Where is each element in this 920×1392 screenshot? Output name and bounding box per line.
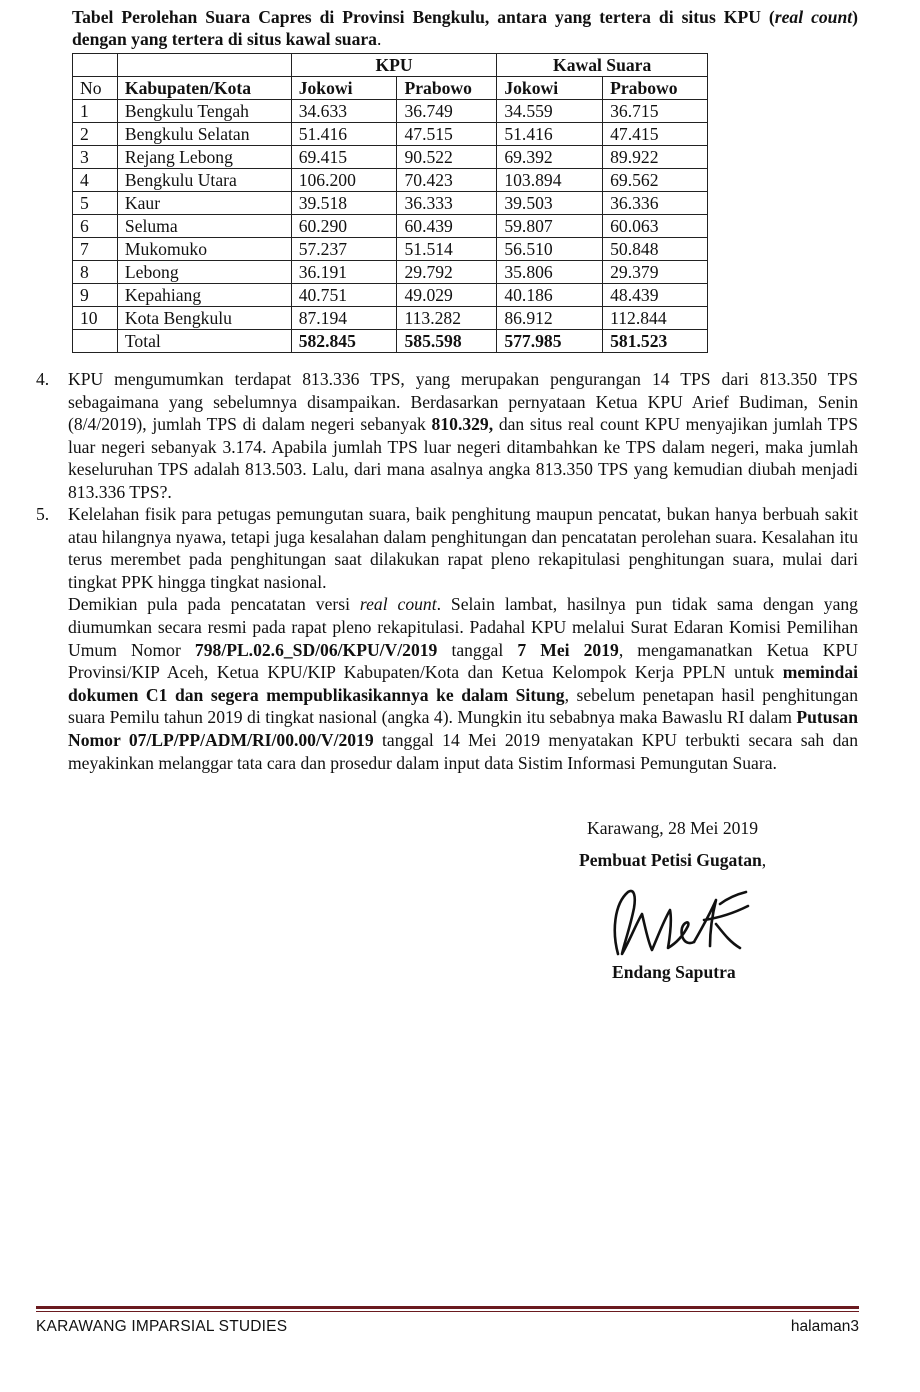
total-label: Total (117, 330, 291, 353)
header-region: Kabupaten/Kota (117, 77, 291, 100)
paragraph-group (68, 503, 858, 774)
header-no: No (73, 77, 118, 100)
total-ks-prabowo: 581.523 (603, 330, 708, 353)
footer-rule-thin (36, 1311, 859, 1312)
list-number: 4. (36, 369, 50, 389)
total-kpu-prabowo: 585.598 (397, 330, 497, 353)
paragraph: Demikian pula pada pencatatan versi real count. Selain lambat, hasilnya pun tidak sama dengan yang diumumkan secara resmi pada rapat pleno rekapitulasi. Padahal KPU melalui Surat Edaran Komisi Pemilihan Umum Nomor 798/PL.02.6_SD/06/KPU/V/2019 tanggal 7 Mei 2019, mengamanatkan Ketua KPU Provinsi/KIP Aceh, Ketua KPU/KIP Kabupaten/Kota dan Ketua Kelompok Kerja PPLN untuk memindai dokumen C1 dan segera mempublikasikannya ke dalam Situng, sebelum penetapan hasil penghitungan suara Pemilu tahun 2019 di tingkat nasional (angka 4). Mungkin itu sebabnya maka Bawaslu RI dalam Putusan Nomor 07/LP/PP/ADM/RI/00.00/V/2019 tanggal 14 Mei 2019 menyatakan KPU terbukti secara sah dan meyakinkan melanggar tata cara dan prosedur dalam input data Sistim Informasi Pemungutan Suara. (68, 594, 859, 773)
cell-ks-jokowi: 56.510 (497, 238, 603, 261)
cell-kpu-prabowo: 113.282 (397, 307, 497, 330)
cell-ks-jokowi: 51.416 (497, 123, 603, 146)
cell-region: Bengkulu Tengah (117, 100, 291, 123)
cell-region: Kepahiang (117, 284, 291, 307)
total-kpu-jokowi: 582.845 (291, 330, 397, 353)
cell-ks-jokowi: 103.894 (497, 169, 603, 192)
cell-kpu-prabowo: 60.439 (397, 215, 497, 238)
cell-ks-prabowo: 36.336 (603, 192, 708, 215)
cell-kpu-prabowo: 70.423 (397, 169, 497, 192)
cell-kpu-prabowo: 47.515 (397, 123, 497, 146)
table-row (73, 284, 708, 307)
header-ks-jokowi: Jokowi (497, 77, 603, 100)
cell-ks-prabowo: 48.439 (603, 284, 708, 307)
cell-no: 9 (73, 284, 118, 307)
list-item-5 (36, 503, 858, 774)
cell-ks-prabowo: 60.063 (603, 215, 708, 238)
table-total-row (73, 330, 708, 353)
cell-kpu-prabowo: 29.792 (397, 261, 497, 284)
place-date: Karawang, 28 Mei 2019 (587, 818, 759, 838)
cell-region: Bengkulu Utara (117, 169, 291, 192)
table-group-header-row (73, 54, 708, 77)
table-header-row (73, 77, 708, 100)
table-row (73, 261, 708, 284)
handwritten-signature (598, 884, 758, 962)
cell-no: 5 (73, 192, 118, 215)
cell-kpu-jokowi: 87.194 (291, 307, 397, 330)
table-row (73, 192, 708, 215)
table-row (73, 123, 708, 146)
table-row (73, 146, 708, 169)
paragraph: Kelelahan fisik para petugas pemungutan suara, baik penghitung maupun pencatat, bukan hanya berbuah sakit atau hilangnya nyawa, tetapi juga kesalahan dalam penghitungan dan pencatatan perolehan suara. Kesalahan itu terus merembet pada penghitungan saat dilakukan rapat pleno rekapitulasi penghitungan suara, mulai dari tingkat PPK hingga tingkat nasional. (68, 504, 858, 592)
cell-ks-jokowi: 86.912 (497, 307, 603, 330)
cell-region: Bengkulu Selatan (117, 123, 291, 146)
cell-kpu-jokowi: 36.191 (291, 261, 397, 284)
list-number: 5. (36, 504, 50, 524)
paragraph: KPU mengumumkan terdapat 813.336 TPS, yang merupakan pengurangan 14 TPS dari 813.350 TPS sebagaimana yang sebelumnya disampaikan. Berdasarkan pernyataan Ketua KPU Arief Budiman, Senin (8/4/2019), jumlah TPS di dalam negeri sebanyak 810.329, dan situs real count KPU menyajikan jumlah TPS luar negeri sebanyak 3.174. Apabila jumlah TPS luar negeri ditambahkan ke TPS dalam negeri, maka jumlah keseluruhan TPS adalah 813.503. Lalu, dari mana asalnya angka 813.350 TPS yang kemudian diubah menjadi 813.336 TPS?. (68, 369, 858, 502)
cell-ks-jokowi: 35.806 (497, 261, 603, 284)
cell-no: 2 (73, 123, 118, 146)
cell-ks-prabowo: 89.922 (603, 146, 708, 169)
cell-region: Mukomuko (117, 238, 291, 261)
footer-publisher: KARAWANG IMPARSIAL STUDIES (36, 1318, 288, 1335)
cell-ks-jokowi: 40.186 (497, 284, 603, 307)
cell-kpu-jokowi: 40.751 (291, 284, 397, 307)
cell-no: 6 (73, 215, 118, 238)
signer-name: Endang Saputra (612, 962, 736, 982)
cell-no: 3 (73, 146, 118, 169)
page-number: halaman3 (790, 1318, 859, 1335)
signer-role: Pembuat Petisi Gugatan, (579, 850, 767, 870)
cell-ks-jokowi: 34.559 (497, 100, 603, 123)
cell-no: 7 (73, 238, 118, 261)
cell-region: Seluma (117, 215, 291, 238)
cell-kpu-prabowo: 90.522 (397, 146, 497, 169)
cell-kpu-prabowo: 36.333 (397, 192, 497, 215)
total-ks-jokowi: 577.985 (497, 330, 603, 353)
cell-kpu-jokowi: 57.237 (291, 238, 397, 261)
cell-ks-prabowo: 112.844 (603, 307, 708, 330)
table-row (73, 215, 708, 238)
header-kpu-jokowi: Jokowi (291, 77, 397, 100)
table-row (73, 307, 708, 330)
cell-no: 1 (73, 100, 118, 123)
cell-no: 10 (73, 307, 118, 330)
cell-kpu-prabowo: 36.749 (397, 100, 497, 123)
cell-ks-prabowo: 69.562 (603, 169, 708, 192)
header-kpu-prabowo: Prabowo (397, 77, 497, 100)
cell-ks-jokowi: 69.392 (497, 146, 603, 169)
cell-kpu-jokowi: 39.518 (291, 192, 397, 215)
table-row (73, 100, 708, 123)
cell-kpu-jokowi: 60.290 (291, 215, 397, 238)
list-item-4 (36, 368, 858, 504)
table-row (73, 169, 708, 192)
cell-region: Rejang Lebong (117, 146, 291, 169)
cell-ks-prabowo: 36.715 (603, 100, 708, 123)
cell-ks-prabowo: 47.415 (603, 123, 708, 146)
cell-ks-prabowo: 50.848 (603, 238, 708, 261)
cell-no: 8 (73, 261, 118, 284)
cell-ks-prabowo: 29.379 (603, 261, 708, 284)
cell-no: 4 (73, 169, 118, 192)
cell-ks-jokowi: 39.503 (497, 192, 603, 215)
table-caption: Tabel Perolehan Suara Capres di Provinsi Bengkulu, antara yang tertera di situs KPU (real count) dengan yang tertera di situs kawal suara. (72, 7, 858, 49)
cell-kpu-prabowo: 51.514 (397, 238, 497, 261)
cell-region: Kaur (117, 192, 291, 215)
cell-ks-jokowi: 59.807 (497, 215, 603, 238)
cell-kpu-prabowo: 49.029 (397, 284, 497, 307)
vote-table (72, 53, 708, 353)
header-ks-prabowo: Prabowo (603, 77, 708, 100)
cell-kpu-jokowi: 106.200 (291, 169, 397, 192)
cell-region: Kota Bengkulu (117, 307, 291, 330)
cell-kpu-jokowi: 51.416 (291, 123, 397, 146)
footer-rule (36, 1306, 859, 1309)
cell-kpu-jokowi: 69.415 (291, 146, 397, 169)
table-row (73, 238, 708, 261)
cell-kpu-jokowi: 34.633 (291, 100, 397, 123)
group-header-kpu: KPU (291, 54, 497, 77)
cell-region: Lebong (117, 261, 291, 284)
group-header-kawal-suara: Kawal Suara (497, 54, 708, 77)
